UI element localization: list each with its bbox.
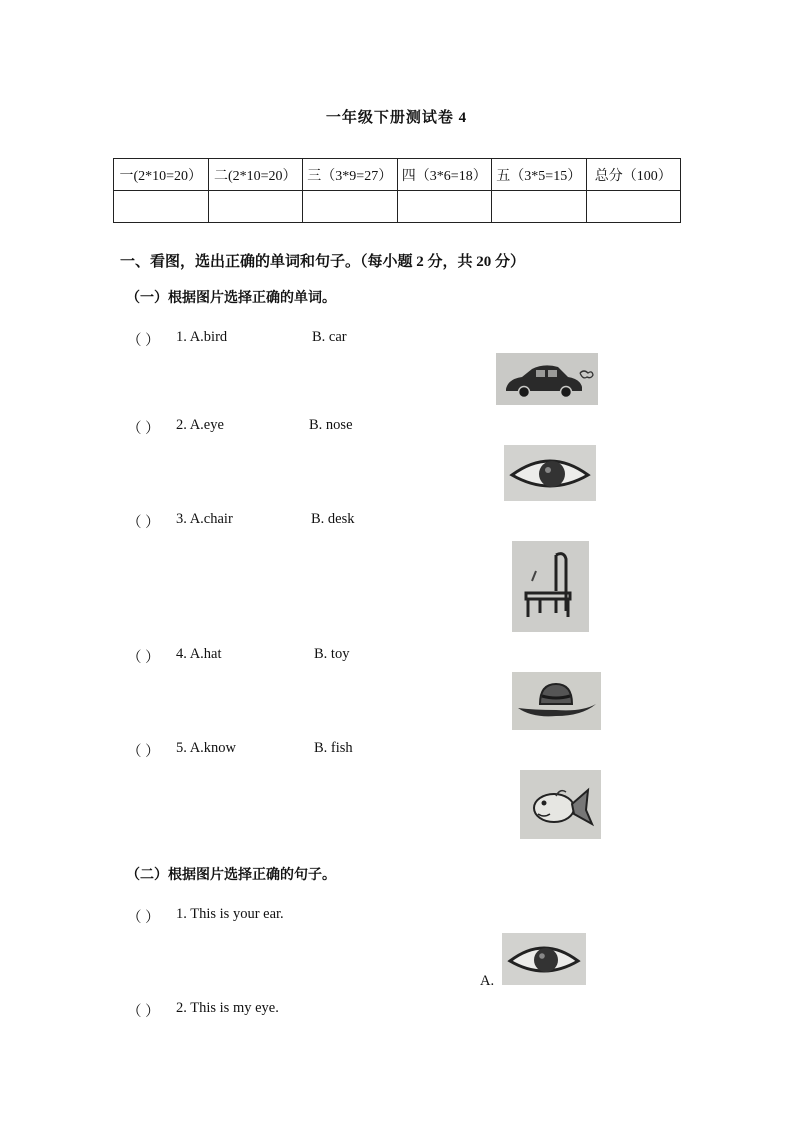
question-2 <box>127 417 173 438</box>
score-header-cell: 一(2*10=20） <box>114 159 209 191</box>
question-5-option-b: B. fish <box>314 740 353 756</box>
score-table-header-row <box>114 159 681 191</box>
section-1-heading: 一、看图，选出正确的单词和句子。（每小题 2 分，共 20 分） <box>120 254 526 270</box>
score-header-cell: 四（3*6=18） <box>397 159 492 191</box>
question-5 <box>127 740 173 761</box>
part-2-question-2-text: 2. This is my eye. <box>176 1000 279 1016</box>
question-3-option-b: B. desk <box>311 511 355 527</box>
car-icon <box>496 353 598 405</box>
question-4-option-a: 4. A.hat <box>176 646 222 662</box>
option-a-label: A. <box>480 973 495 989</box>
question-1 <box>127 329 173 350</box>
answer-blank[interactable]: （ ） <box>127 1004 160 1020</box>
score-blank-cell[interactable] <box>303 191 398 223</box>
question-3 <box>127 511 173 532</box>
score-blank-cell[interactable] <box>492 191 587 223</box>
answer-blank[interactable]: （ ） <box>127 421 160 437</box>
answer-blank[interactable]: （ ） <box>127 650 160 666</box>
score-header-cell: 五（3*5=15） <box>492 159 587 191</box>
question-1-option-b: B. car <box>312 329 347 345</box>
question-4 <box>127 646 173 667</box>
part-2-heading: （二）根据图片选择正确的句子。 <box>126 868 336 883</box>
score-blank-cell[interactable] <box>208 191 303 223</box>
chair-icon <box>512 541 589 632</box>
score-header-cell: 总分（100） <box>586 159 681 191</box>
question-2-option-a: 2. A.eye <box>176 417 224 433</box>
score-blank-cell[interactable] <box>586 191 681 223</box>
score-header-cell: 二(2*10=20） <box>208 159 303 191</box>
eye-icon <box>502 933 586 985</box>
answer-blank[interactable]: （ ） <box>127 910 160 926</box>
question-3-option-a: 3. A.chair <box>176 511 233 527</box>
answer-blank[interactable]: （ ） <box>127 744 160 760</box>
hat-icon <box>512 672 601 730</box>
page-title: 一年级下册测试卷 4 <box>325 110 468 126</box>
part-2-question-1-text: 1. This is your ear. <box>176 906 284 922</box>
answer-blank[interactable]: （ ） <box>127 515 160 531</box>
answer-blank[interactable]: （ ） <box>127 333 160 349</box>
eye-icon <box>504 445 596 501</box>
score-blank-cell[interactable] <box>114 191 209 223</box>
question-5-option-a: 5. A.know <box>176 740 237 756</box>
score-header-cell: 三（3*9=27） <box>303 159 398 191</box>
fish-icon <box>520 770 601 839</box>
question-4-option-b: B. toy <box>314 646 350 662</box>
part-1-heading: （一）根据图片选择正确的单词。 <box>126 291 336 306</box>
score-table <box>113 158 681 223</box>
part-2-question-2 <box>127 1000 173 1021</box>
score-blank-cell[interactable] <box>397 191 492 223</box>
part-2-question-1 <box>127 906 173 927</box>
question-1-option-a: 1. A.bird <box>176 329 228 345</box>
score-table-blank-row <box>114 191 681 223</box>
question-2-option-b: B. nose <box>309 417 353 433</box>
